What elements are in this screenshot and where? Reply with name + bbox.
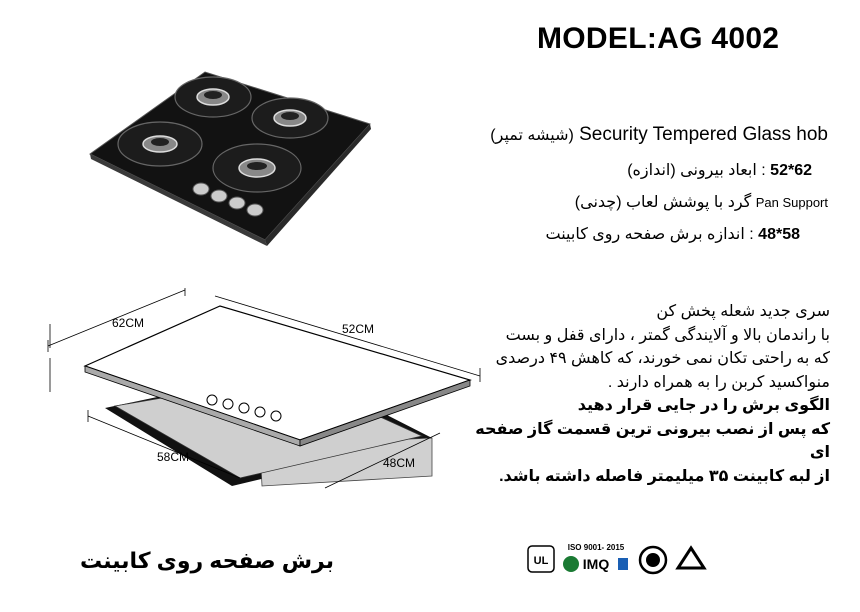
- dimension-62: 62CM: [112, 316, 145, 330]
- burner-bottom-left-icon: [118, 122, 202, 166]
- burner-top-right-icon: [252, 98, 328, 138]
- imq-icon: [563, 556, 628, 572]
- spec-support-fa: (چدنی) گرد با پوشش لعاب: [574, 194, 752, 211]
- iso-text: [568, 543, 625, 552]
- spec-support-en: Pan Support: [755, 195, 828, 210]
- spec-cutout-value: 48*58: [758, 226, 800, 243]
- installation-note-line: الگوی برش را در جایی قرار دهید: [577, 397, 830, 414]
- spec-outer-label: : ابعاد بیرونی (اندازه): [627, 162, 766, 179]
- description-line: منواکسید کربن را به همراه دارند .: [607, 373, 830, 391]
- burner-bottom-right-icon: [213, 144, 301, 192]
- spec-glass-fa: (شیشه تمپر): [490, 127, 574, 144]
- cnet-icon: [640, 547, 666, 573]
- dimension-drawing: [40, 288, 490, 493]
- spec-outer-value: 52*62: [770, 162, 812, 179]
- svg-text:UL: UL: [533, 555, 549, 567]
- spec-glass-en: Security Tempered Glass hob: [579, 124, 828, 145]
- cutout-title: برش صفحه روی کابینت: [80, 548, 334, 573]
- ul-mark-icon: [528, 546, 554, 572]
- iso-label: ISO 9001- 2015: [567, 543, 625, 552]
- description-line: با راندمان بالا و آلایندگی گمتر ، دارای قفل و بست: [505, 326, 830, 344]
- dimension-58: 58CM: [157, 450, 190, 464]
- spec-glass: [490, 124, 828, 146]
- certification-logos: [526, 540, 716, 576]
- spec-outer-dimensions: [627, 160, 812, 180]
- spec-pan-support: [575, 192, 828, 212]
- burner-top-left-icon: [175, 77, 251, 117]
- description-line: سری جدید شعله پخش کن: [656, 303, 830, 320]
- gas-hob-image: [85, 62, 375, 247]
- installation-note-line: از لبه کابینت ۳۵ میلیمتر فاصله داشته باشد.: [499, 467, 830, 485]
- dimension-52: 52CM: [342, 322, 375, 336]
- spec-cutout-label: : اندازه برش صفحه روی کابینت: [545, 226, 754, 243]
- model-title: MODEL:AG 4002: [537, 22, 780, 55]
- description-line: که به راحتی تکان نمی خورند، که کاهش ۴۹ درصدی: [495, 350, 830, 367]
- spec-cutout-size: [546, 224, 801, 244]
- installation-note-line: که پس از نصب بیرونی ترین قسمت گاز صفحه ای: [475, 420, 830, 461]
- recycle-icon: [678, 548, 704, 568]
- description-block: [470, 300, 830, 488]
- dimension-48: 48CM: [383, 456, 416, 470]
- imq-label: IMQ: [582, 556, 610, 572]
